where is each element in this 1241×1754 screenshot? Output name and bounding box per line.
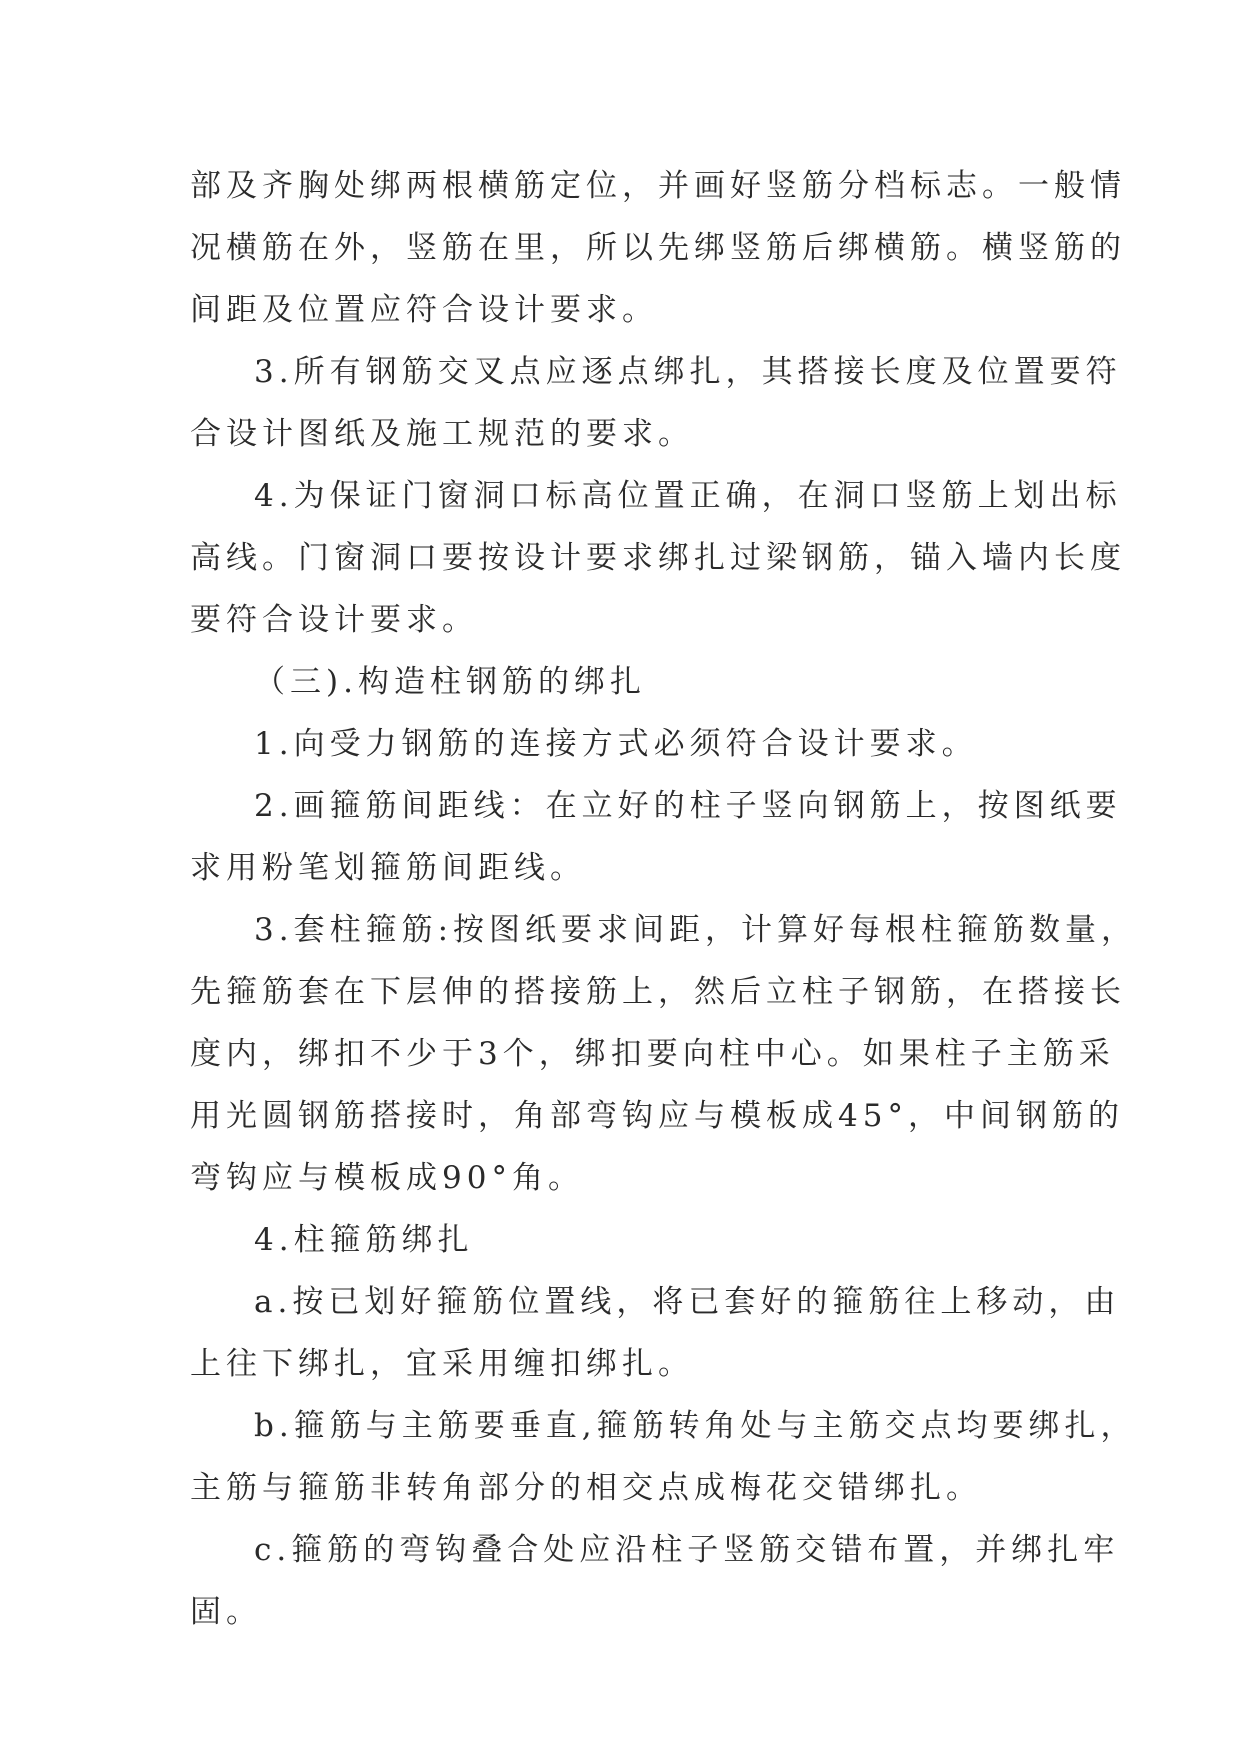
text-line: 2.画箍筋间距线：在立好的柱子竖向钢筋上，按图纸要 xyxy=(254,788,1122,824)
section-heading: （三).构造柱钢筋的绑扎 xyxy=(254,664,646,700)
text-line: 弯钩应与模板成90°角。 xyxy=(190,1160,584,1196)
text-line: 要符合设计要求。 xyxy=(190,602,478,638)
text-line: 主筋与箍筋非转角部分的相交点成梅花交错绑扎。 xyxy=(190,1470,982,1506)
text-line: 用光圆钢筋搭接时，角部弯钩应与模板成45°，中间钢筋的 xyxy=(190,1098,1124,1134)
text-line: 部及齐胸处绑两根横筋定位，并画好竖筋分档标志。一般情 xyxy=(190,168,1126,204)
text-line: 况横筋在外，竖筋在里，所以先绑竖筋后绑横筋。横竖筋的 xyxy=(190,230,1126,266)
text-line: b.箍筋与主筋要垂直,箍筋转角处与主筋交点均要绑扎， xyxy=(254,1408,1137,1444)
text-line: c.箍筋的弯钩叠合处应沿柱子竖筋交错布置，并绑扎牢 xyxy=(254,1532,1120,1568)
text-line: 合设计图纸及施工规范的要求。 xyxy=(190,416,694,452)
text-line: 3.套柱箍筋:按图纸要求间距，计算好每根柱箍筋数量， xyxy=(254,912,1138,948)
text-line: 间距及位置应符合设计要求。 xyxy=(190,292,658,328)
text-line: 度内，绑扣不少于3个，绑扣要向柱中心。如果柱子主筋采 xyxy=(190,1036,1115,1072)
text-line: 高线。门窗洞口要按设计要求绑扎过梁钢筋，锚入墙内长度 xyxy=(190,540,1126,576)
text-line: 固。 xyxy=(190,1594,262,1630)
text-line: 4.为保证门窗洞口标高位置正确，在洞口竖筋上划出标 xyxy=(254,478,1122,514)
text-line: 1.向受力钢筋的连接方式必须符合设计要求。 xyxy=(254,726,978,762)
text-line: 3.所有钢筋交叉点应逐点绑扎，其搭接长度及位置要符 xyxy=(254,354,1122,390)
text-line: 上往下绑扎，宜采用缠扣绑扎。 xyxy=(190,1346,694,1382)
text-line: 求用粉笔划箍筋间距线。 xyxy=(190,850,586,886)
text-line: 先箍筋套在下层伸的搭接筋上，然后立柱子钢筋，在搭接长 xyxy=(190,974,1126,1010)
text-line: a.按已划好箍筋位置线，将已套好的箍筋往上移动，由 xyxy=(254,1284,1121,1320)
text-line: 4.柱箍筋绑扎 xyxy=(254,1222,474,1258)
body-text xyxy=(190,155,1138,1643)
